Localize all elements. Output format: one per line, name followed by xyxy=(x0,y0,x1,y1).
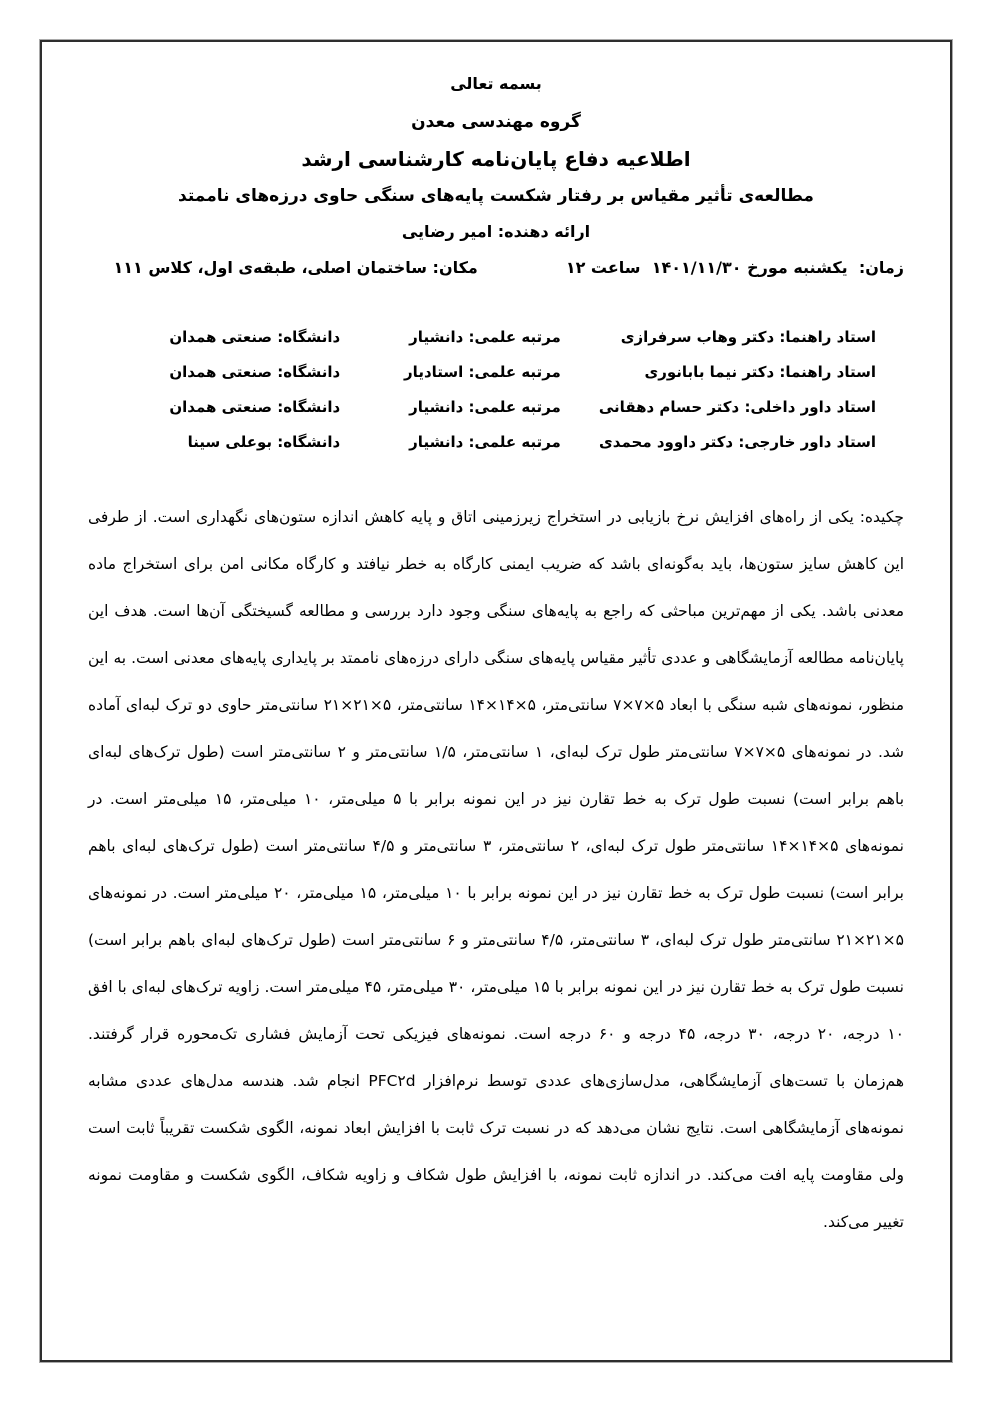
thesis-title: مطالعه‌ی تأثیر مقیاس بر رفتار شکست پایه‌های سنگی حاوی درزه‌های ناممتد xyxy=(178,186,814,206)
advisors-table xyxy=(42,320,950,460)
advisor-rank: مرتبه علمی: دانشیار xyxy=(409,398,561,416)
advisor-role-name: استاد داور خارجی: دکتر داوود محمدی xyxy=(599,433,876,451)
advisor-rank: مرتبه علمی: دانشیار xyxy=(409,328,561,346)
advisor-university: دانشگاه: صنعتی همدان xyxy=(169,328,341,346)
page-border-frame xyxy=(40,40,952,1362)
time-text: زمان: یکشنبه مورخ ۱۴۰۱/۱۱/۳۰ ساعت ۱۲ xyxy=(565,258,904,277)
advisor-rank: مرتبه علمی: دانشیار xyxy=(409,433,561,451)
advisor-university: دانشگاه: بوعلی سینا xyxy=(187,433,341,451)
presenter-line: ارائه دهنده: امیر رضایی xyxy=(401,222,591,241)
basmala-line: بسمه تعالی xyxy=(450,74,542,93)
advisor-role-name: استاد راهنما: دکتر نیما بابانوری xyxy=(644,363,876,381)
time-location-row xyxy=(42,255,950,280)
advisor-role-name: استاد داور داخلی: دکتر حسام دهقانی xyxy=(598,398,876,416)
location-text: مکان: ساختمان اصلی، طبقه‌ی اول، کلاس ۱۱۱ xyxy=(113,258,478,277)
advisor-role-name: استاد راهنما: دکتر وهاب سرفرازی xyxy=(620,328,876,346)
announcement-title: اطلاعیه دفاع پایان‌نامه کارشناسی ارشد xyxy=(301,147,691,171)
advisor-university: دانشگاه: صنعتی همدان xyxy=(169,363,341,381)
advisor-university: دانشگاه: صنعتی همدان xyxy=(169,398,341,416)
advisor-rank: مرتبه علمی: استادیار xyxy=(404,363,561,381)
abstract-paragraph: چکیده: یکی از راه‌های افزایش نرخ بازیابی در استخراج زیرزمینی اتاق و پایه کاهش اندازه ستون‌های نگهداری است. از طرفی این کاهش سایز ستون‌ها، باید به‌گونه‌ای باشد که ضریب ایمنی کارگاه به خطر نیافتد و کارگاه مکانی امن برای استخراج ماده معدنی باشد. یکی از مهم‌ترین مباحثی که راجع به پایه‌های سنگی وجود دارد بررسی و مطالعه گسیختگی آن‌ها است. هدف این پایان‌نامه مطالعه آزمایشگاهی و عددی تأثیر مقیاس پایه‌های سنگی دارای درزه‌های ناممتد بر پایداری پایه‌های معدنی است. به این منظور، نمونه‌های شبه سنگی با ابعاد ۵×۷×۷ سانتی‌متر، ۵×۱۴×۱۴ سانتی‌متر، ۵×۲۱×۲۱ سانتی‌متر حاوی دو ترک لبه‌ای آماده شد. در نمونه‌های ۵×۷×۷ سانتی‌متر طول ترک لبه‌ای، ۱ سانتی‌متر، ۱/۵ سانتی‌متر و ۲ سانتی‌متر است (طول ترک‌های لبه‌ای باهم برابر است) نسبت طول ترک به خط تقارن نیز در این نمونه برابر با ۵ میلی‌متر، ۱۰ میلی‌متر، ۱۵ میلی‌متر است. در نمونه‌های ۵×۱۴×۱۴ سانتی‌متر طول ترک لبه‌ای، ۲ سانتی‌متر، ۳ سانتی‌متر و ۴/۵ سانتی‌متر است (طول ترک‌های لبه‌ای باهم برابر است) نسبت طول ترک به خط تقارن نیز در این نمونه برابر با ۱۰ میلی‌متر، ۱۵ میلی‌متر، ۲۰ میلی‌متر است. در نمونه‌های ۵×۲۱×۲۱ سانتی‌متر طول ترک لبه‌ای، ۳ سانتی‌متر، ۴/۵ سانتی‌متر و ۶ سانتی‌متر است (طول ترک‌های لبه‌ای باهم برابر است) نسبت طول ترک به خط تقارن نیز در این نمونه برابر با ۱۵ میلی‌متر، ۳۰ میلی‌متر، ۴۵ میلی‌متر است. زاویه ترک‌های لبه‌ای با افق ۱۰ درجه، ۲۰ درجه، ۳۰ درجه، ۴۵ درجه و ۶۰ درجه است. نمونه‌های فیزیکی تحت آزمایش فشاری تک‌محوره قرار گرفتند. هم‌زمان با تست‌های آزمایشگاهی، مدل‌سازی‌های عددی توسط نرم‌افزار PFC۲d انجام شد. هندسه مدل‌های عددی مشابه نمونه‌های آزمایشگاهی است. نتایج نشان می‌دهد که در نسبت ترک ثابت با افزایش ابعاد نمونه، الگوی شکست تقریباً ثابت است ولی مقاومت پایه افت می‌کند. در اندازه ثابت نمونه، با افزایش طول شکاف و زاویه شکاف، الگوی شکست و مقاومت نمونه تغییر می‌کند. xyxy=(88,508,905,1231)
department-line: گروه مهندسی معدن xyxy=(411,112,581,132)
